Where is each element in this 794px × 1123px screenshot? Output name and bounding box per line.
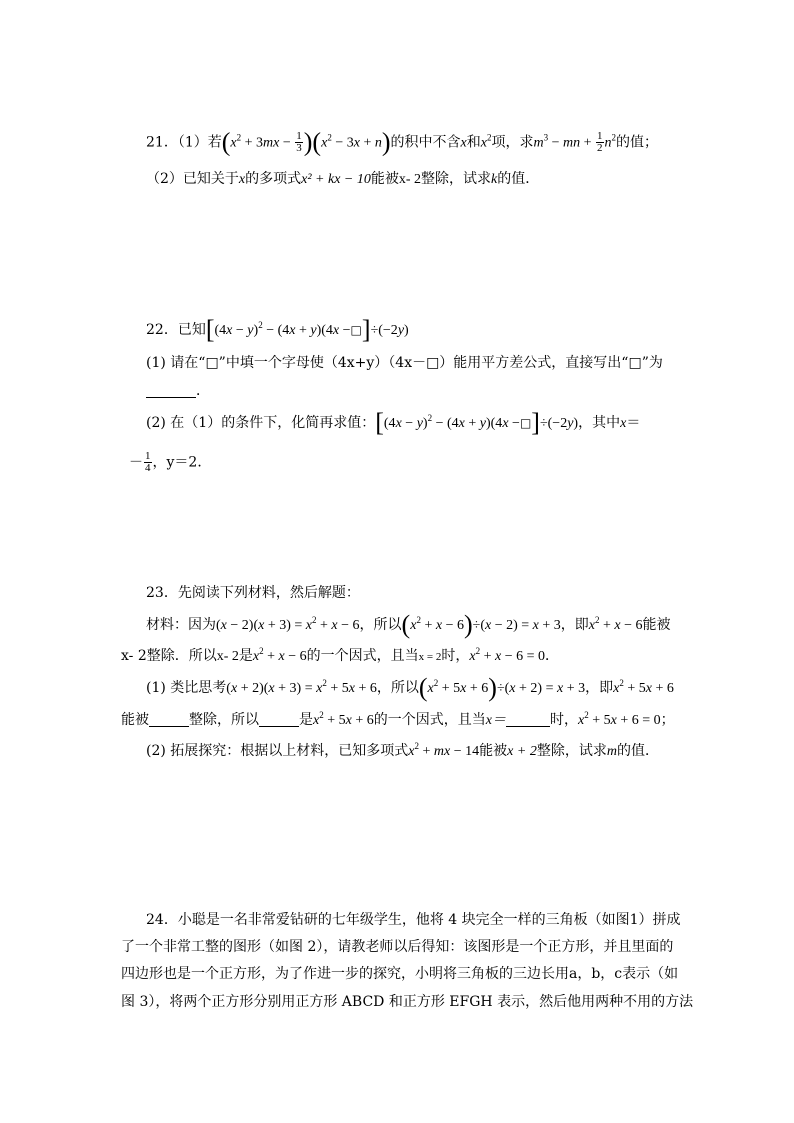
fraction-one-third: $\frac{1}{3}$	[296, 130, 302, 154]
q22-part2: (2) 在（1）的条件下，化简再求值：[$(4x - y)^2 - (4x + y)(4x$ −□]÷(−2y)，其中x＝	[146, 408, 641, 437]
fraction-one-half: $\frac{1}{2}$	[597, 130, 603, 154]
q22-part1-answer: ．	[146, 381, 210, 401]
q23-part1-blanks: 能被 整除，所以 是$x^2 + 5x + 6$的一个因式，且当x＝ 时，$x^2 + 5x + 6 = 0$；	[121, 710, 675, 728]
fraction-one-quarter: $\frac{1}{4}$	[145, 450, 151, 474]
q21-line-1: 21．（1）若($x^2 + 3mx$ − $\frac{1}{3}$ )$(x^2 - 3x + n)$的积中不含x和$x^2$项，求$m^3$ − mn + $\frac{1}{2}$ $n^2$的值；	[146, 127, 659, 157]
q23-material-line-2: x- 2整除．所以x- 2是$x^2 + x - 6$的一个因式，且当x = 2时，$x^2 + x - 6 = 0$．	[121, 646, 560, 664]
q23-material-line-1: 材料：因为$(x - 2)(x + 3) = x^2 + x - 6$，所以$(x^2 + x - 6)\div(x - 2) = x + 3$，即$x^2 + x - 6$能被	[146, 610, 671, 639]
q22-line-1: 22．已知[$(4x - y)^2 - (4x + y)(4x$ −□]÷(−2y)	[146, 315, 409, 344]
q24-line-3: 四边形也是一个正方形，为了作进一步的探究，小明将三角板的三边长用a，b，c表示（如	[121, 966, 679, 982]
q22-values: － $\frac{1}{4}$ ，y＝2．	[129, 450, 212, 474]
q21-number: 21．（1）若	[146, 134, 222, 151]
q24-line-2: 了一个非常工整的图形（如图 2），请教老师以后得知：该图形是一个正方形，并且里面的	[121, 939, 674, 955]
answer-blank-x-value[interactable]	[506, 712, 550, 727]
answer-blank[interactable]	[146, 383, 196, 398]
q21-line-2: （2）已知关于x的多项式x² + kx − 10能被x- 2整除，试求k的值．	[146, 171, 540, 187]
answer-blank-divisor[interactable]	[149, 712, 189, 727]
q24-line-1: 24．小聪是一名非常爱钻研的七年级学生，他将 4 块完全一样的三角板（如图1）拼成	[146, 912, 681, 928]
q24-line-4: 图 3），将两个正方形分别用正方形 ABCD 和正方形 EFGH 表示，然后他用两种不用的方法	[121, 994, 694, 1010]
q22-number: 22．已知	[146, 322, 206, 338]
q23-part1: (1) 类比思考$(x + 2)(x + 3) = x^2 + 5x + 6$，所以$(x^2 + 5x + 6)\div(x + 2) = x + 3$，即$x^2 + 5x + 6$	[146, 673, 674, 702]
q23-title: 23．先阅读下列材料，然后解题：	[146, 585, 360, 601]
q22-part1: (1) 请在“□”中填一个字母使（4x+y）（4x－□）能用平方差公式，直接写出“□”为	[146, 355, 663, 371]
answer-blank-factor[interactable]	[259, 712, 299, 727]
q23-part2: (2) 拓展探究：根据以上材料，已知多项式$x^2$ + mx − 14能被x + 2整除，试求m的值．	[146, 741, 659, 759]
